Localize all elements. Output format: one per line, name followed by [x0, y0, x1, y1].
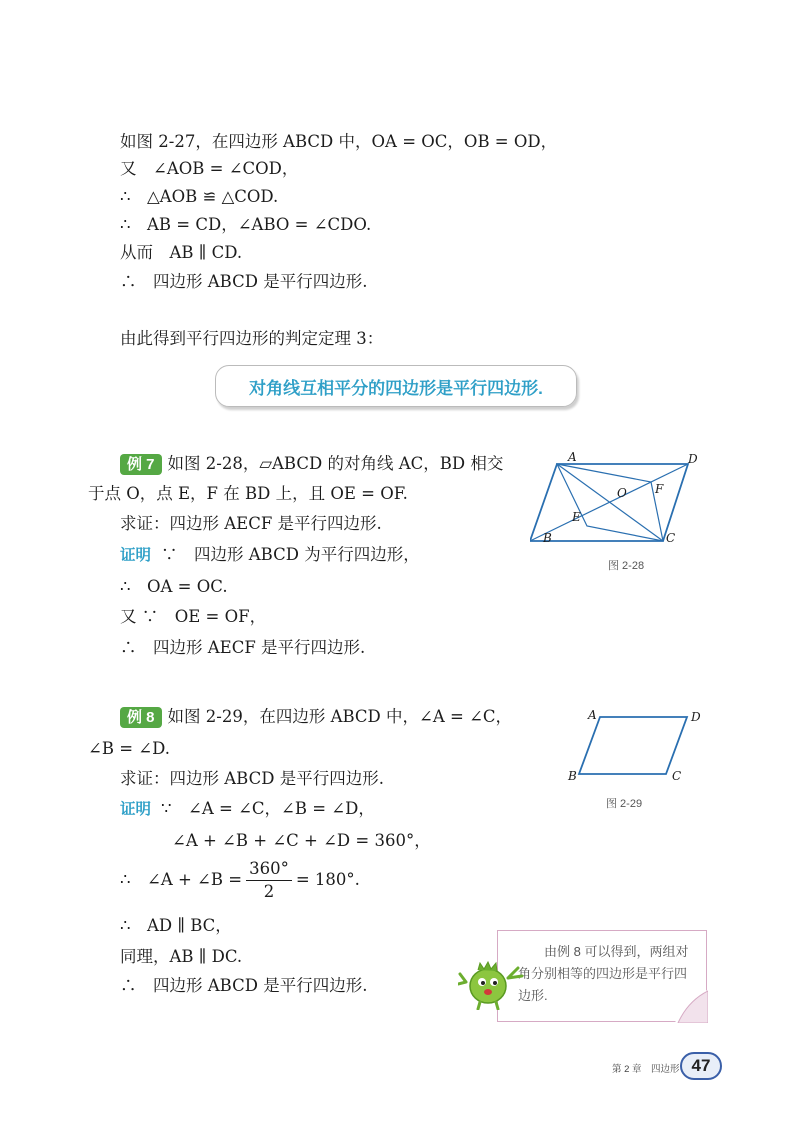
fig28-label-o: O — [617, 486, 627, 500]
note-box — [497, 930, 707, 1022]
fig28-label-b: B — [543, 531, 552, 545]
example7-proof-2: ∴ OA = OC. — [120, 577, 228, 596]
theorem-text: 对角线互相平分的四边形是平行四边形. — [249, 378, 543, 398]
example7-proof-3: 又 ∵ OE = OF， — [120, 607, 267, 626]
intro-line-4: ∴ AB = CD，∠ABO = ∠CDO. — [120, 215, 372, 234]
fraction-360-over-2 — [246, 858, 292, 903]
mascot-icon — [458, 958, 524, 1010]
page-curl-icon — [674, 989, 708, 1023]
example8-proof-1 — [120, 797, 375, 822]
example8-stmt1: 如图 2-29，在四边形 ABCD 中，∠A = ∠C， — [167, 707, 513, 726]
example7-goal: 求证：四边形 AECF 是平行四边形. — [120, 514, 382, 533]
note-text: 由例 8 可以得到，两组对角分别相等的四边形是平行四边形. — [518, 944, 689, 1003]
intro-line-2: 又 ∠AOB = ∠COD， — [120, 159, 299, 178]
example8-proof-6: ∴ 四边形 ABCD 是平行四边形. — [120, 976, 368, 995]
example8-proof-2: ∠A + ∠B + ∠C + ∠D = 360°， — [172, 831, 431, 850]
intro-line-6: ∴ 四边形 ABCD 是平行四边形. — [120, 272, 368, 291]
fig29-label-c: C — [672, 769, 682, 783]
footer-chapter: 第 2 章 四边形 — [612, 1064, 680, 1075]
intro-line-1: 如图 2-27，在四边形 ABCD 中，OA = OC，OB = OD， — [120, 132, 558, 151]
fig28-label-f: F — [655, 482, 664, 496]
parallelogram-abcd-29 — [579, 717, 687, 774]
example8-p1: ∵ ∠A = ∠C，∠B = ∠D， — [161, 799, 375, 818]
fig28-label-e: E — [572, 510, 581, 524]
example8-statement-1 — [120, 705, 512, 729]
figure-2-28-caption: 图 2-28 — [608, 560, 645, 572]
figure-2-28 — [530, 445, 720, 555]
example8-proof-4: ∴ AD ∥ BC， — [120, 916, 232, 935]
example8-p3-suffix: = 180°. — [295, 870, 360, 889]
example7-proof-label: 证明 — [120, 547, 152, 564]
example8-proof-3 — [120, 858, 360, 903]
example7-proof-4: ∴ 四边形 AECF 是平行四边形. — [120, 638, 366, 657]
figure-2-29-caption: 图 2-29 — [606, 798, 643, 810]
figure-2-29 — [560, 705, 710, 785]
example7-stmt1: 如图 2-28，▱ABCD 的对角线 AC，BD 相交 — [167, 454, 504, 473]
example7-proof-1 — [120, 543, 420, 568]
intro-line-3: ∴ △AOB ≌ △COD. — [120, 187, 279, 206]
example8-proof-5: 同理，AB ∥ DC. — [120, 947, 243, 966]
page-number: 47 — [680, 1052, 722, 1080]
example8-proof-label: 证明 — [120, 801, 152, 818]
example8-label: 例 8 — [120, 707, 162, 728]
fig28-label-c: C — [666, 531, 676, 545]
fig28-label-a: A — [568, 450, 577, 464]
intro-line-5: 从而 AB ∥ CD. — [120, 243, 243, 262]
example8-goal: 求证：四边形 ABCD 是平行四边形. — [120, 769, 384, 788]
theorem-intro: 由此得到平行四边形的判定定理 3： — [120, 329, 384, 348]
example8-p3-prefix: ∴ ∠A + ∠B = — [120, 870, 243, 889]
example7-p1: ∵ 四边形 ABCD 为平行四边形， — [161, 545, 420, 564]
fraction-denominator: 2 — [263, 882, 275, 901]
example7-statement-2: 于点 O，点 E，F 在 BD 上，且 OE = OF. — [88, 484, 408, 503]
example7-statement-1 — [120, 452, 503, 476]
example8-statement-2: ∠B = ∠D. — [88, 739, 170, 758]
fig28-label-d: D — [688, 452, 698, 466]
fig29-label-b: B — [568, 769, 577, 783]
fig29-label-d: D — [691, 710, 701, 724]
fig29-label-a: A — [588, 708, 597, 722]
example7-label: 例 7 — [120, 454, 162, 475]
fraction-numerator: 360° — [246, 858, 292, 881]
theorem-box — [215, 365, 577, 407]
